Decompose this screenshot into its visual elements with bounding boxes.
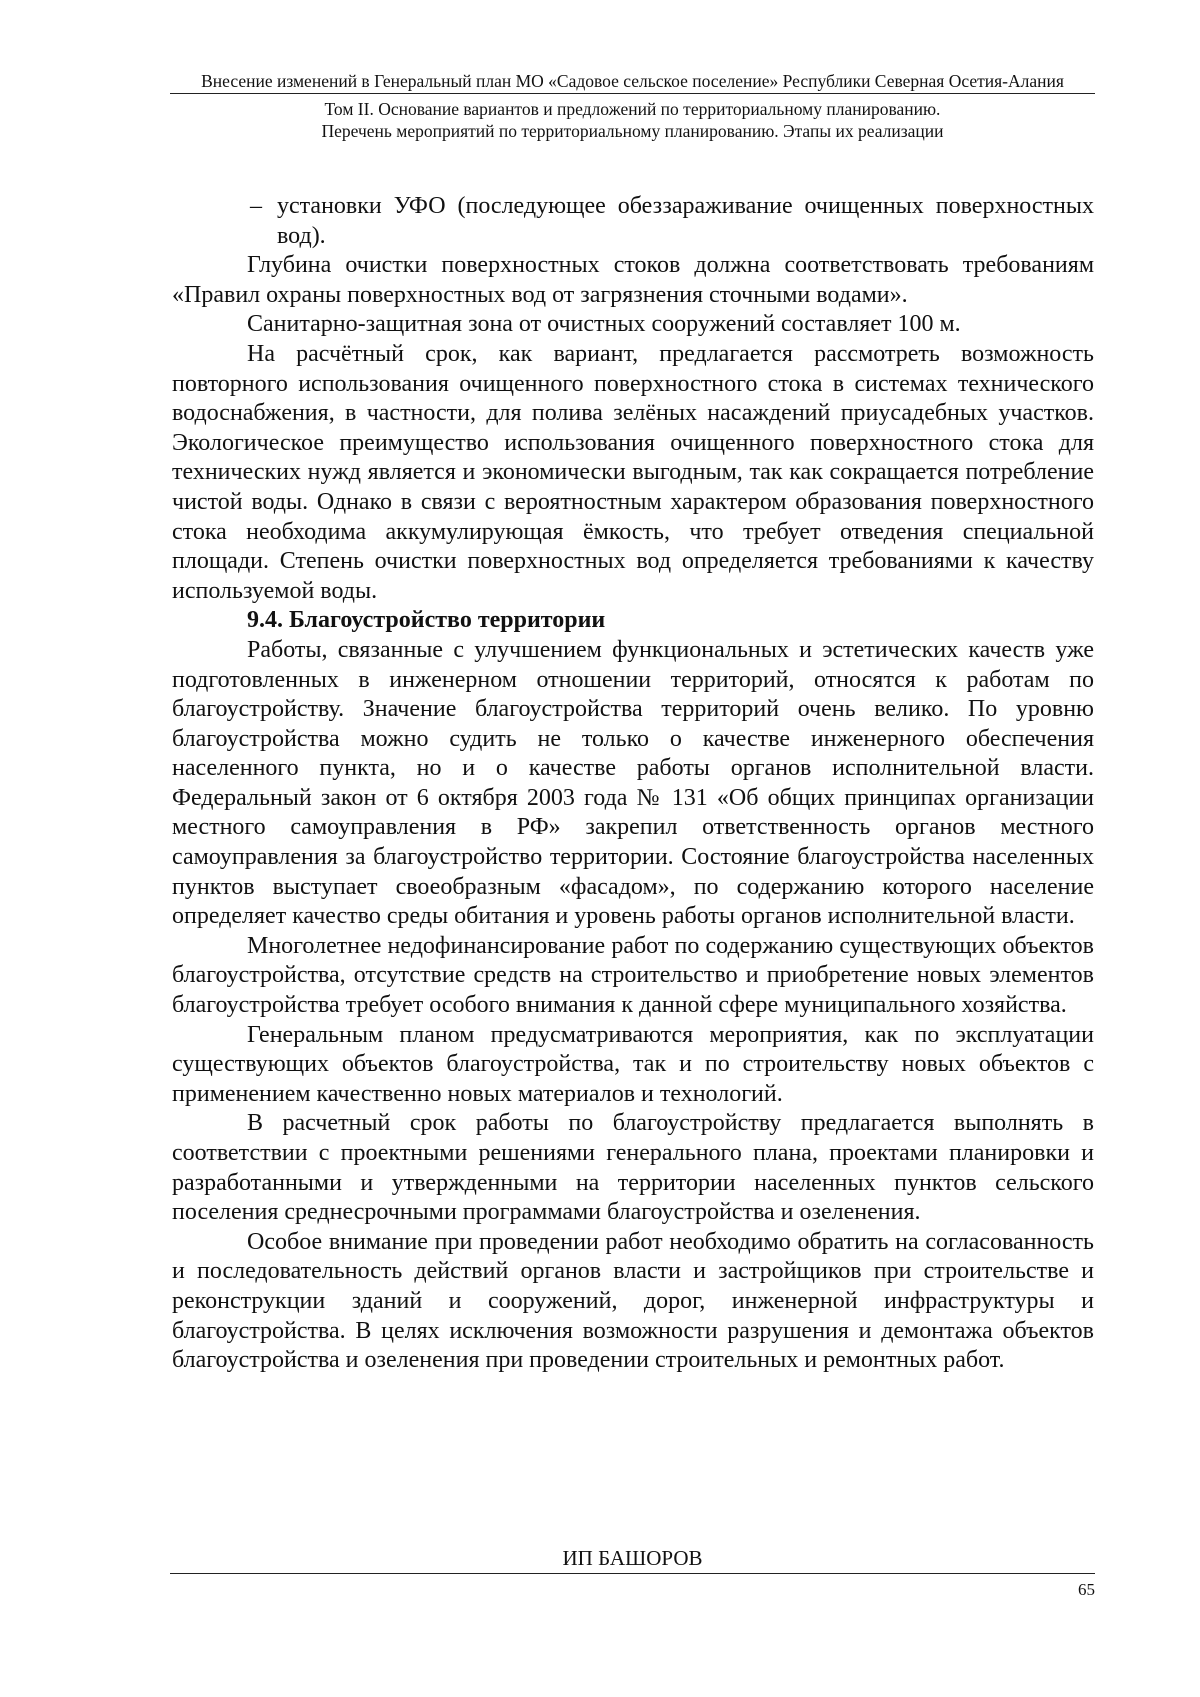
paragraph: Генеральным планом предусматриваются мероприятия, как по эксплуатации существующих объектов благоустройства, так и по строительству новых объектов с применением качественно новых материалов и технологий. bbox=[172, 1021, 1094, 1107]
paragraph: Многолетнее недофинансирование работ по содержанию существующих объектов благоустройства, отсутствие средств на строительство и приобретение новых элементов благоустройства требует особого внимания к данной сфере муниципального хозяйства. bbox=[172, 932, 1094, 1019]
paragraph: На расчётный срок, как вариант, предлагается рассмотреть возможность повторного использования очищенного поверхностного стока в системах технического водоснабжения, в частности, для полива зелёных насаждений приусадебных участков. Экологическое преимущество использования очищенного поверхностного стока для технических нужд является и экономически выгодным, так как сокращается потребление чистой воды. Однако в связи с вероятностным характером образования поверхностного стока необходима аккумулирующая ёмкость, что требует отведения специальной площади. Степень очистки поверхностных вод определяется требованиями к качеству используемой воды. bbox=[172, 340, 1094, 604]
bullet-text: установки УФО (последующее обеззараживание очищенных поверхностных вод). bbox=[277, 193, 1094, 249]
page-number: 65 bbox=[1078, 1580, 1095, 1599]
bullet-dash: – bbox=[250, 193, 262, 219]
header-divider bbox=[170, 93, 1095, 94]
paragraph: Особое внимание при проведении работ необходимо обратить на согласованность и последовательность действий органов власти и застройщиков при строительстве и реконструкции зданий и сооружений, дорог, инженерной инфраструктуры и благоустройства. В целях исключения возможности разрушения и демонтажа объектов благоустройства и озеленения при проведении строительных и ремонтных работ. bbox=[172, 1228, 1094, 1374]
section-heading: 9.4. Благоустройство территории bbox=[247, 607, 606, 634]
bullet-item bbox=[172, 192, 1094, 251]
paragraph: Глубина очистки поверхностных стоков должна соответствовать требованиям «Правил охраны поверхностных вод от загрязнения сточными водами». bbox=[172, 252, 1094, 308]
page-footer bbox=[170, 1546, 1095, 1600]
footer-divider bbox=[170, 1573, 1095, 1574]
volume-subtitle-line-2: Перечень мероприятий по территориальному планированию. Этапы их реализации bbox=[321, 121, 944, 141]
paragraph: Санитарно-защитная зона от очистных сооружений составляет 100 м. bbox=[247, 311, 961, 338]
footer-author: ИП БАШОРОВ bbox=[562, 1546, 703, 1570]
page-header bbox=[170, 70, 1095, 142]
page-body bbox=[172, 192, 1094, 1376]
paragraph: Работы, связанные с улучшением функциональных и эстетических качеств уже подготовленных в инженерном отношении территорий, относятся к работам по благоустройству. Значение благоустройства территорий очень велико. По уровню благоустройства можно судить не только о качестве инженерного обеспечения населенного пункта, но и о качестве работы органов исполнительной власти. Федеральный закон от 6 октября 2003 года № 131 «Об общих принципах организации местного самоуправления в РФ» закрепил ответственность органов местного самоуправления за благоустройство территории. Состояние благоустройства населенных пунктов выступает своеобразным «фасадом», по содержанию которого население определяет качество среды обитания и уровень работы органов исполнительной власти. bbox=[172, 636, 1094, 930]
paragraph: В расчетный срок работы по благоустройству предлагается выполнять в соответствии с проектными решениями генерального плана, проектами планировки и разработанными и утвержденными на территории населенных пунктов сельского поселения среднесрочными программами благоустройства и озеленения. bbox=[172, 1110, 1094, 1226]
volume-subtitle-line-1: Том II. Основание вариантов и предложений по территориальному планированию. bbox=[324, 99, 941, 119]
document-title: Внесение изменений в Генеральный план МО «Садовое сельское поселение» Республики Северная Осетия-Алания bbox=[201, 71, 1064, 91]
